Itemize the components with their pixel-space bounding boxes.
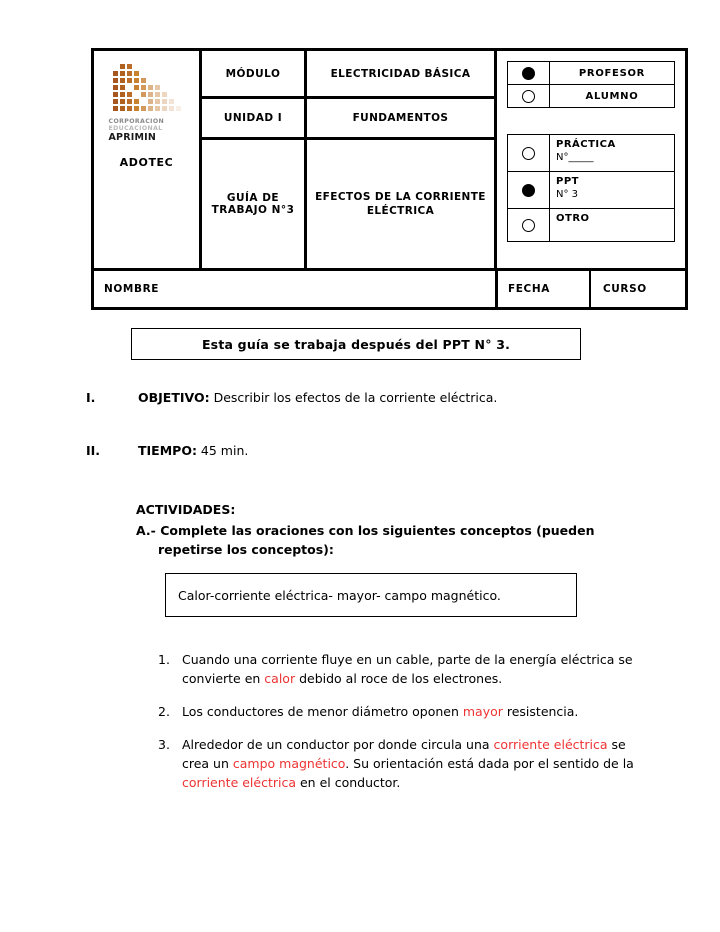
field-fecha[interactable]: FECHA (498, 271, 591, 307)
question-number: 2. (158, 704, 170, 719)
header-row-modulo (202, 51, 494, 99)
radio-cell-otro[interactable] (508, 209, 550, 241)
sentence-fragment: se crea un (182, 737, 626, 771)
header-row-unidad (202, 99, 494, 140)
radio-filled-icon[interactable] (522, 184, 535, 197)
question-item (158, 650, 650, 688)
question-item (158, 702, 650, 721)
sentence-fragment: debido al roce de los electrones. (295, 671, 503, 686)
header-info-columns (202, 51, 497, 268)
section-text-objetivo: Describir los efectos de la corriente eléctrica. (209, 390, 498, 405)
question-list (158, 650, 650, 806)
radio-filled-icon[interactable] (522, 67, 535, 80)
radio-cell-ppt[interactable] (508, 172, 550, 208)
activity-type-box (507, 134, 675, 242)
question-number: 1. (158, 652, 170, 667)
activities-block (136, 500, 636, 559)
type-name-ppt: PPT (556, 176, 579, 187)
type-label-ppt (550, 172, 674, 208)
radio-cell-profesor[interactable] (508, 62, 550, 84)
header-selection-column (497, 51, 685, 268)
role-option-alumno[interactable] (508, 84, 674, 107)
type-name-otro: OTRO (556, 213, 590, 224)
type-number-ppt: N° 3 (556, 189, 579, 200)
radio-empty-icon[interactable] (522, 147, 535, 160)
header-row-guia (202, 140, 494, 268)
radio-empty-icon[interactable] (522, 90, 535, 103)
radio-cell-practica[interactable] (508, 135, 550, 171)
aprimin-logo-icon (109, 57, 185, 117)
role-label-profesor: PROFESOR (578, 67, 646, 79)
label-modulo: MÓDULO (202, 51, 307, 96)
answer-word: corriente eléctrica (182, 775, 297, 790)
question-text (182, 650, 650, 688)
field-curso[interactable]: CURSO (603, 283, 647, 295)
role-label-alumno: ALUMNO (585, 90, 639, 102)
answer-word: calor (264, 671, 296, 686)
radio-empty-icon[interactable] (522, 219, 535, 232)
activities-item-text: Complete las oraciones con los siguientes conceptos (pueden repetirse los conceptos): (155, 523, 595, 557)
activities-item-label: A.- (136, 523, 156, 538)
sentence-fragment: Los conductores de menor diámetro oponen (182, 704, 463, 719)
question-text (182, 702, 650, 721)
section-tiempo (86, 442, 646, 459)
type-option-ppt[interactable] (508, 171, 674, 208)
activities-item-a (136, 521, 636, 559)
header-top-section (94, 51, 685, 268)
logo-line-aprimin: APRIMIN (108, 132, 157, 143)
sentence-fragment: Cuando una corriente fluye en un cable, parte de la energía eléctrica se convierte en (182, 652, 633, 686)
type-label-practica (550, 135, 674, 171)
document-header-table (91, 48, 688, 310)
role-option-profesor[interactable] (508, 62, 674, 84)
header-student-row (94, 268, 685, 307)
logo-line-educacional: EDUCACIONAL (108, 125, 163, 132)
label-unidad: UNIDAD I (202, 99, 307, 137)
sentence-fragment: Alrededor de un conductor por donde circula una (182, 737, 494, 752)
sentence-fragment: en el conductor. (296, 775, 401, 790)
radio-cell-alumno[interactable] (508, 85, 550, 107)
org-name-adotec: ADOTEC (119, 156, 174, 169)
section-number-i: I. (86, 390, 96, 405)
role-selection-box (507, 61, 675, 108)
value-unidad: FUNDAMENTOS (352, 112, 449, 124)
notice-box: Esta guía se trabaja después del PPT N° 3. (131, 328, 581, 360)
type-number-practica: N°_____ (556, 152, 594, 163)
section-label-tiempo: TIEMPO: (138, 443, 197, 458)
concept-bank-box: Calor-corriente eléctrica- mayor- campo magnético. (165, 573, 577, 617)
type-option-practica[interactable] (508, 135, 674, 171)
section-body-tiempo (138, 442, 248, 459)
answer-word: mayor (462, 704, 503, 719)
section-text-tiempo: 45 min. (196, 443, 249, 458)
logo-line-corporacion: CORPORACION (108, 118, 165, 125)
question-number: 3. (158, 737, 170, 752)
answer-word: campo magnético (232, 756, 346, 771)
field-nombre[interactable]: NOMBRE (94, 271, 498, 307)
sentence-fragment: . Su orientación está dada por el sentido de la (345, 756, 634, 771)
type-label-otro (550, 209, 674, 241)
type-name-practica: PRÁCTICA (556, 139, 616, 150)
section-number-ii: II. (86, 443, 101, 458)
type-option-otro[interactable] (508, 208, 674, 241)
activities-heading: ACTIVIDADES: (136, 502, 236, 517)
section-label-objetivo: OBJETIVO: (138, 390, 210, 405)
section-objetivo (86, 389, 646, 406)
value-guia-titulo: EFECTOS DE LA CORRIENTE ELÉCTRICA (315, 191, 486, 217)
logo-wordmark (109, 118, 185, 143)
label-guia-trabajo: GUÍA DE TRABAJO N°3 (202, 140, 307, 268)
answer-word: corriente eléctrica (493, 737, 608, 752)
section-body-objetivo (138, 389, 497, 406)
sentence-fragment: resistencia. (502, 704, 579, 719)
logo-cell (94, 51, 202, 268)
question-item (158, 735, 650, 792)
question-text (182, 735, 650, 792)
value-modulo: ELECTRICIDAD BÁSICA (330, 67, 471, 80)
